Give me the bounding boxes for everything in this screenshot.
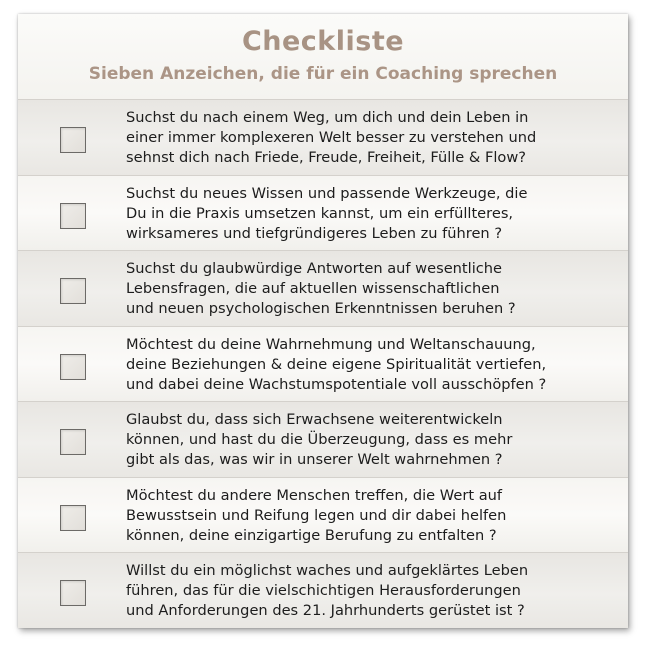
page-subtitle: Sieben Anzeichen, die für ein Coaching sprechen	[88, 64, 558, 84]
checklist-items	[18, 99, 628, 628]
checklist-item	[18, 99, 628, 175]
checklist-item-text: Möchtest du andere Menschen treffen, die Wert auf Bewusstsein und Reifung legen und dir dabei helfen können, deine einzigartige Berufung zu entfalten ?	[126, 486, 507, 544]
checkbox[interactable]	[60, 278, 86, 304]
checkbox[interactable]	[60, 505, 86, 531]
checklist-item	[18, 175, 628, 251]
checkbox[interactable]	[60, 354, 86, 380]
checklist-header	[18, 14, 628, 99]
checkbox[interactable]	[60, 580, 86, 606]
checklist-item-text: Suchst du nach einem Weg, um dich und dein Leben in einer immer komplexeren Welt besser zu verstehen und sehnst dich nach Friede, Freude, Freiheit, Fülle & Flow?	[126, 109, 537, 166]
checkbox[interactable]	[60, 429, 86, 455]
checklist-sheet	[18, 14, 628, 628]
checklist-item	[18, 477, 628, 553]
checklist-item	[18, 401, 628, 477]
checkbox[interactable]	[60, 127, 86, 153]
checklist-item-text: Glaubst du, dass sich Erwachsene weiterentwickeln können, und hast du die Überzeugung, dass es mehr gibt als das, was wir in unserer Welt wahrnehmen ?	[126, 411, 513, 469]
checklist-item	[18, 326, 628, 402]
checklist-item-text: Suchst du neues Wissen und passende Werkzeuge, die Du in die Praxis umsetzen kannst, um ein erfüllteres, wirksameres und tiefgründigeres Leben zu führen ?	[126, 184, 528, 242]
checklist-item	[18, 250, 628, 326]
checkbox[interactable]	[60, 203, 86, 229]
checklist-item-text: Möchtest du deine Wahrnehmung und Weltanschauung, deine Beziehungen & deine eigene Spiritualität vertiefen, und dabei deine Wachstumspotentiale voll ausschöpfen ?	[126, 335, 547, 393]
page-title: Checkliste	[241, 26, 405, 57]
checklist-item	[18, 552, 628, 628]
checklist-item-text: Suchst du glaubwürdige Antworten auf wesentliche Lebensfragen, die auf aktuellen wissenschaftlichen und neuen psychologischen Erkenntnissen beruhen ?	[126, 260, 516, 318]
checklist-item-text: Willst du ein möglichst waches und aufgeklärtes Leben führen, das für die vielschichtigen Herausforderungen und Anforderungen des 21. Jahrhunderts gerüstet ist ?	[126, 562, 529, 620]
